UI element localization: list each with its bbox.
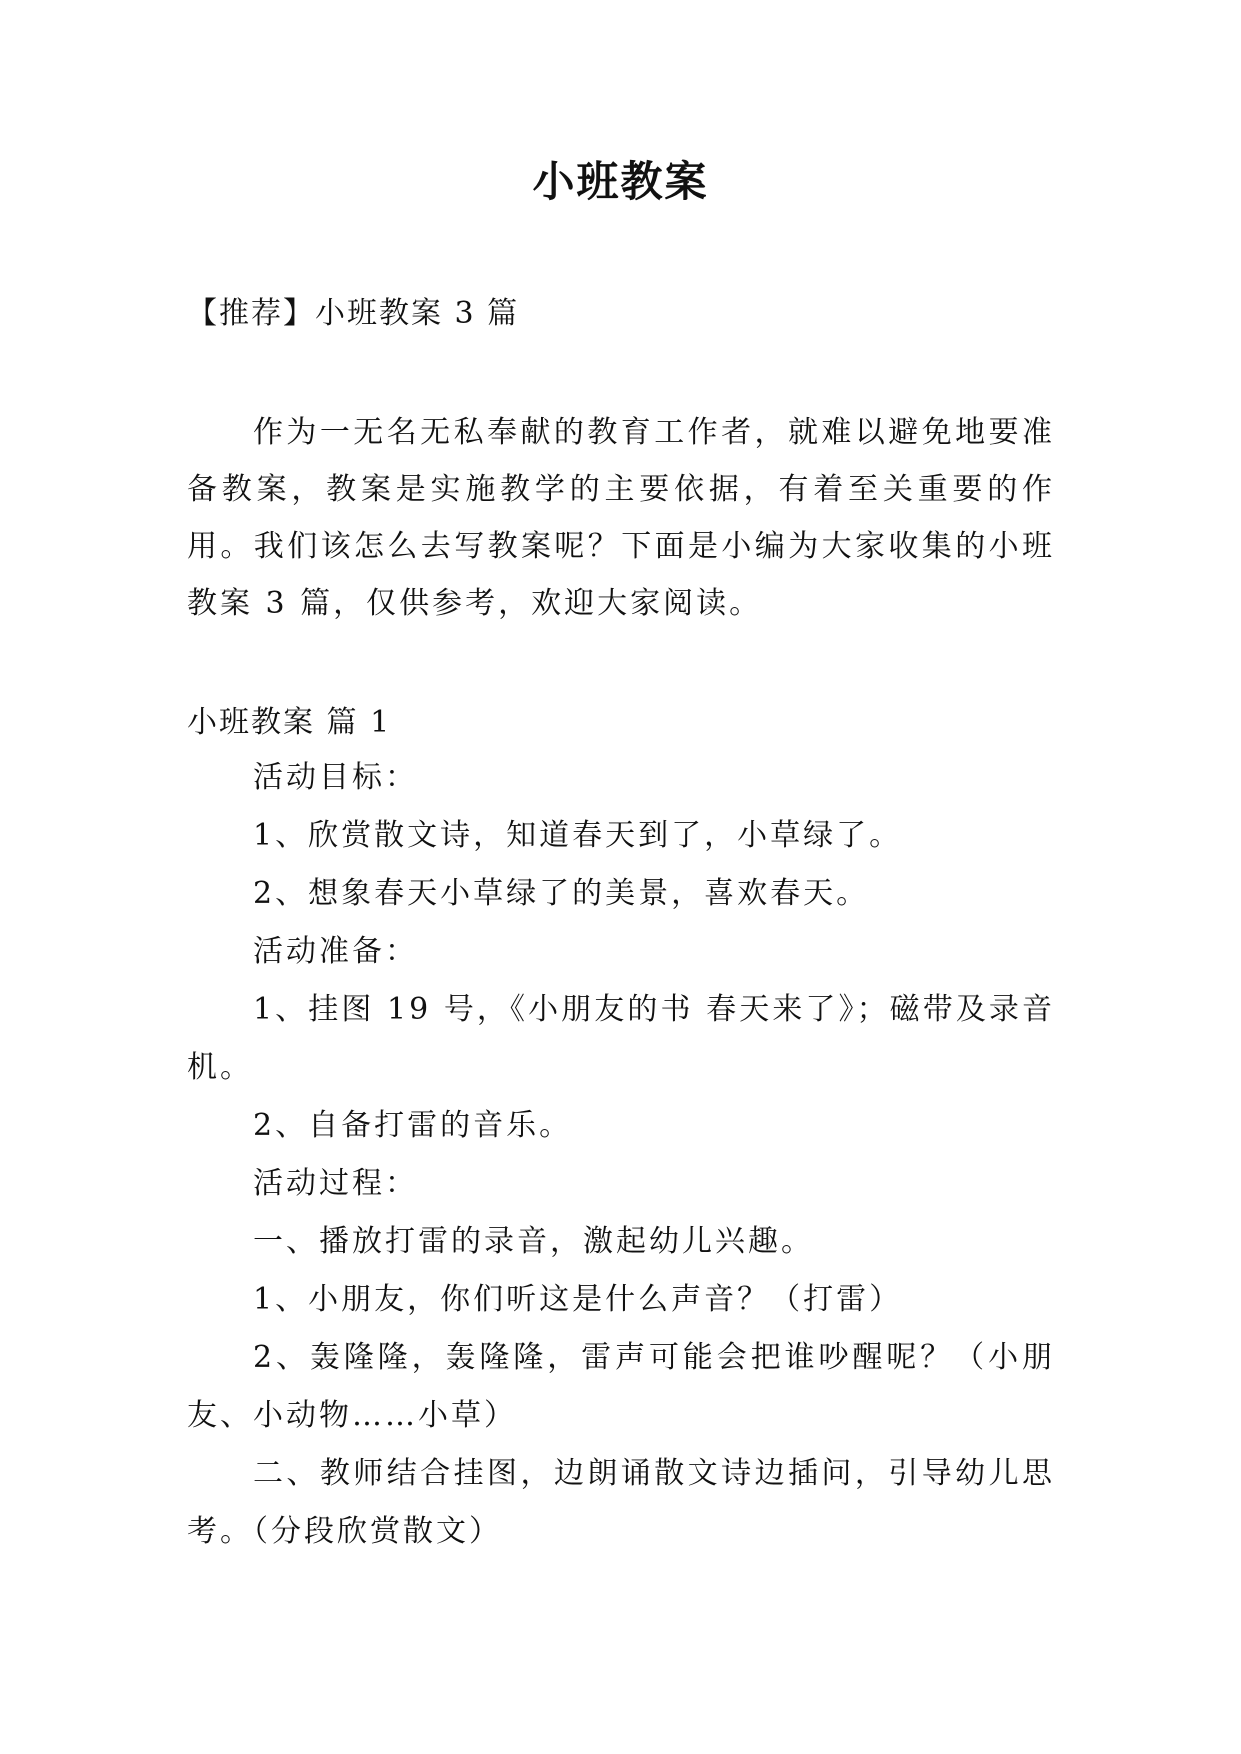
paragraph-goal-1: 1、欣赏散文诗，知道春天到了，小草绿了。: [253, 818, 903, 853]
paragraph-question-2: 2、轰隆隆，轰隆隆，雷声可能会把谁吵醒呢？（小朋友、小动物……小草）: [187, 1340, 1055, 1433]
document-title: 小班教案: [532, 157, 709, 206]
paragraph-process-step-1: 一、播放打雷的录音，激起幼儿兴趣。: [253, 1224, 814, 1259]
paragraph-question-1: 1、小朋友，你们听这是什么声音？（打雷）: [253, 1282, 903, 1317]
paragraph-prep-1: 1、挂图 19 号，《小朋友的书 春天来了》；磁带及录音机。: [187, 992, 1055, 1085]
paragraph-goal-2: 2、想象春天小草绿了的美景，喜欢春天。: [253, 876, 870, 911]
paragraph-prep-2: 2、自备打雷的音乐。: [253, 1108, 573, 1143]
intro-paragraph: 作为一无名无私奉献的教育工作者，就难以避免地要准备教案，教案是实施教学的主要依据，有着至关重要的作用。我们该怎么去写教案呢？下面是小编为大家收集的小班教案 3 篇，仅供参考，欢迎大家阅读。: [187, 415, 1055, 621]
paragraph-activity-goals: 活动目标：: [253, 760, 418, 795]
section-title: 小班教案 篇 1: [187, 705, 392, 740]
paragraph-activity-process: 活动过程：: [253, 1166, 418, 1201]
paragraph-process-step-2: 二、教师结合挂图，边朗诵散文诗边插问，引导幼儿思考。（分段欣赏散文）: [187, 1456, 1055, 1549]
document-subtitle: 【推荐】小班教案 3 篇: [187, 296, 520, 331]
section-body: [187, 749, 1055, 1561]
paragraph-activity-prep: 活动准备：: [253, 934, 418, 969]
